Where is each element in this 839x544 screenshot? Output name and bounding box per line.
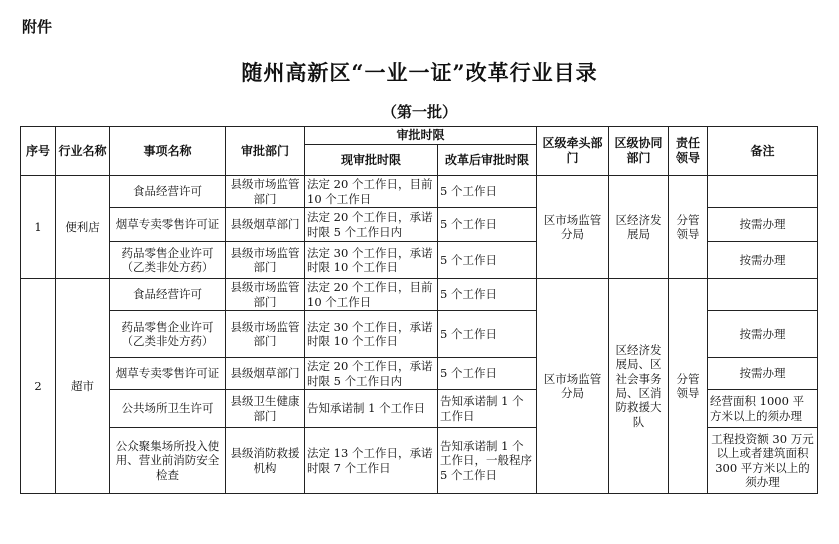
dept-cell: 县级消防救援机构	[226, 428, 305, 494]
lead-cell: 区市场监管分局	[537, 176, 609, 279]
lead-cell: 区市场监管分局	[537, 279, 609, 494]
item-cell: 药品零售企业许可（乙类非处方药）	[110, 242, 226, 279]
reform-time-cell: 5 个工作日	[438, 208, 537, 242]
industry-cell: 便利店	[56, 176, 110, 279]
header-time-current: 现审批时限	[305, 145, 438, 176]
item-cell: 公共场所卫生许可	[110, 390, 226, 428]
current-time-cell: 法定 20 个工作日，目前 10 个工作日	[305, 279, 438, 311]
remark-cell: 按需办理	[708, 242, 818, 279]
dept-cell: 县级烟草部门	[226, 208, 305, 242]
remark-cell: 工程投资额 30 万元以上或者建筑面积 300 平方米以上的须办理	[708, 428, 818, 494]
seq-cell: 1	[21, 176, 56, 279]
item-cell: 公众聚集场所投入使用、营业前消防安全检查	[110, 428, 226, 494]
resp-cell: 分管领导	[669, 279, 708, 494]
assist-cell: 区经济发展局、区社会事务局、区消防救援大队	[609, 279, 669, 494]
current-time-cell: 告知承诺制 1 个工作日	[305, 390, 438, 428]
dept-cell: 县级市场监管部门	[226, 311, 305, 358]
header-time-group: 审批时限	[305, 127, 537, 145]
page-title: 随州高新区“一业一证”改革行业目录	[241, 60, 598, 85]
remark-cell: 经营面积 1000 平方米以上的须办理	[708, 390, 818, 428]
page-subtitle: （第一批）	[381, 103, 457, 121]
reform-time-cell: 5 个工作日	[438, 311, 537, 358]
header-lead: 区级牵头部门	[537, 127, 609, 176]
header-item: 事项名称	[110, 127, 226, 176]
current-time-cell: 法定 30 个工作日，承诺时限 10 个工作日	[305, 311, 438, 358]
dept-cell: 县级市场监管部门	[226, 279, 305, 311]
header-assist: 区级协同部门	[609, 127, 669, 176]
industry-cell: 超市	[56, 279, 110, 494]
seq-cell: 2	[21, 279, 56, 494]
header-seq: 序号	[21, 127, 56, 176]
reform-time-cell: 告知承诺制 1 个工作日，一般程序 5 个工作日	[438, 428, 537, 494]
reform-time-cell: 5 个工作日	[438, 242, 537, 279]
remark-cell: 按需办理	[708, 358, 818, 390]
header-remark: 备注	[708, 127, 818, 176]
reform-time-cell: 5 个工作日	[438, 358, 537, 390]
header-time-reform: 改革后审批时限	[438, 145, 537, 176]
header-industry: 行业名称	[56, 127, 110, 176]
current-time-cell: 法定 30 个工作日，承诺时限 10 个工作日	[305, 242, 438, 279]
industry-table	[20, 126, 818, 494]
header-resp: 责任领导	[669, 127, 708, 176]
item-cell: 烟草专卖零售许可证	[110, 208, 226, 242]
table-row	[21, 279, 818, 311]
item-cell: 烟草专卖零售许可证	[110, 358, 226, 390]
remark-cell	[708, 176, 818, 208]
dept-cell: 县级烟草部门	[226, 358, 305, 390]
remark-cell: 按需办理	[708, 208, 818, 242]
header-dept: 审批部门	[226, 127, 305, 176]
attachment-label: 附件	[22, 18, 53, 36]
current-time-cell: 法定 13 个工作日，承诺时限 7 个工作日	[305, 428, 438, 494]
current-time-cell: 法定 20 个工作日，承诺时限 5 个工作日内	[305, 208, 438, 242]
table-row	[21, 176, 818, 208]
remark-cell: 按需办理	[708, 311, 818, 358]
item-cell: 食品经营许可	[110, 176, 226, 208]
remark-cell	[708, 279, 818, 311]
item-cell: 药品零售企业许可（乙类非处方药）	[110, 311, 226, 358]
current-time-cell: 法定 20 个工作日，承诺时限 5 个工作日内	[305, 358, 438, 390]
reform-time-cell: 告知承诺制 1 个工作日	[438, 390, 537, 428]
dept-cell: 县级市场监管部门	[226, 242, 305, 279]
reform-time-cell: 5 个工作日	[438, 176, 537, 208]
item-cell: 食品经营许可	[110, 279, 226, 311]
assist-cell: 区经济发展局	[609, 176, 669, 279]
reform-time-cell: 5 个工作日	[438, 279, 537, 311]
resp-cell: 分管领导	[669, 176, 708, 279]
dept-cell: 县级卫生健康部门	[226, 390, 305, 428]
current-time-cell: 法定 20 个工作日，目前 10 个工作日	[305, 176, 438, 208]
dept-cell: 县级市场监管部门	[226, 176, 305, 208]
